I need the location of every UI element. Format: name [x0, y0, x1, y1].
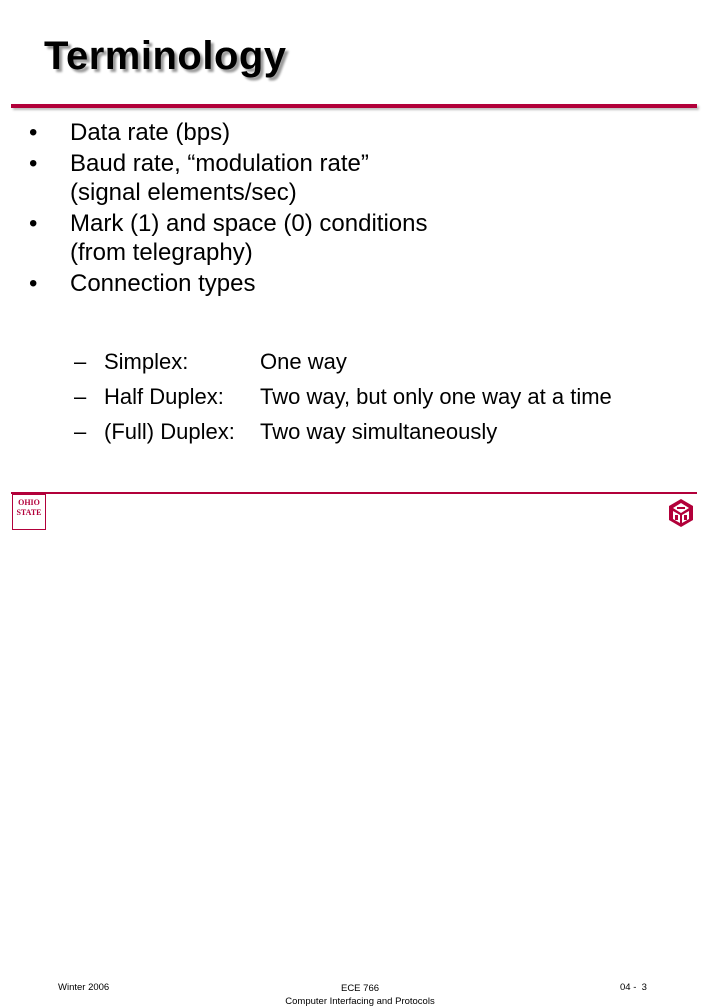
logo-text: STATE [16, 508, 42, 517]
sub-bullet-list [74, 344, 694, 449]
bullet-text: Connection types [70, 270, 256, 297]
title-divider [11, 104, 697, 108]
sub-bullet-marker: – [74, 384, 87, 409]
bullet-marker: • [29, 210, 38, 237]
bullet-text: Mark (1) and space (0) conditions [70, 210, 428, 237]
connection-description: Two way simultaneously [260, 419, 498, 444]
bullet-marker: • [29, 150, 38, 177]
sub-bullet-marker: – [74, 349, 87, 374]
connection-term: Simplex: [104, 349, 189, 374]
course-title: Computer Interfacing and Protocols [285, 996, 435, 1007]
bullet-text-continued: (from telegraphy) [70, 239, 253, 266]
bullet-item [29, 269, 689, 298]
bullet-marker: • [29, 119, 38, 146]
connection-term: Half Duplex: [104, 384, 224, 409]
bullet-item [29, 118, 689, 147]
connection-description: One way [260, 349, 347, 374]
sub-bullet-marker: – [74, 419, 87, 444]
bullet-text: Baud rate, “modulation rate” [70, 150, 369, 177]
sub-bullet-item [74, 414, 694, 449]
logo-text: OHIO [18, 498, 40, 507]
slide-title: Terminology [44, 34, 287, 78]
footer [0, 486, 720, 1007]
sub-bullet-item [74, 344, 694, 379]
footer-course [250, 982, 470, 1008]
connection-description: Two way, but only one way at a time [260, 384, 612, 409]
bullet-item [29, 209, 689, 267]
bullet-item [29, 149, 689, 207]
bullet-marker: • [29, 270, 38, 297]
footer-term: Winter 2006 [58, 982, 110, 993]
bullet-list [29, 118, 689, 300]
connection-term: (Full) Duplex: [104, 419, 235, 444]
bullet-text: Data rate (bps) [70, 119, 231, 146]
ece-logo-icon [668, 498, 694, 528]
page-number: 04 - 3 [620, 982, 647, 993]
sub-bullet-item [74, 379, 694, 414]
bullet-text-continued: (signal elements/sec) [70, 179, 297, 206]
course-number: ECE 766 [340, 983, 380, 994]
